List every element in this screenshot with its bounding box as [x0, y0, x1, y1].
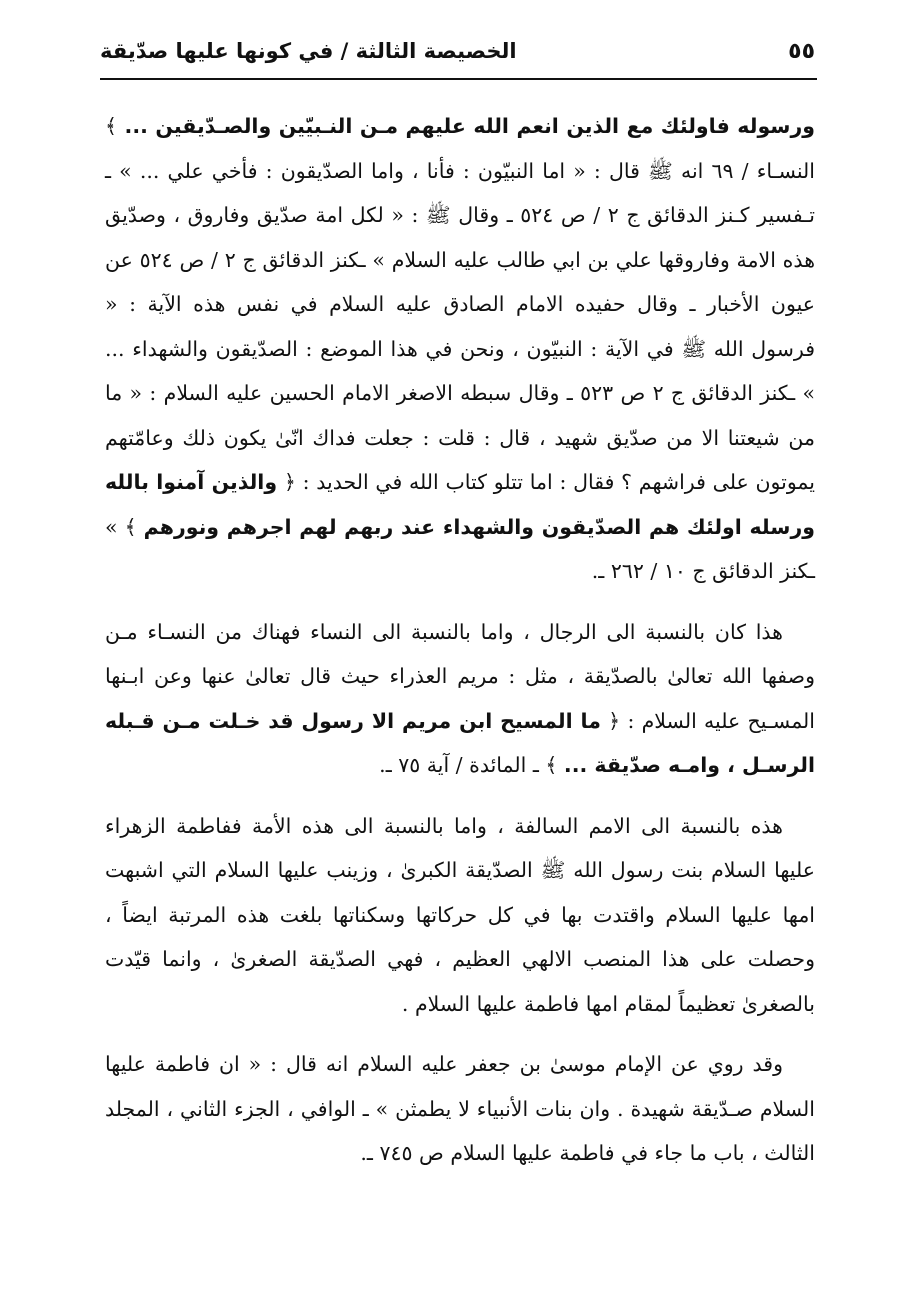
running-header [100, 34, 815, 68]
paragraph [105, 1042, 815, 1176]
quranic-quote: والذين آمنوا بالله ورسله اولئك هم الصدّيقون والشهداء عند ربهم لهم اجرهم ونورهم [105, 470, 815, 539]
text-run: هذه بالنسبة الى الامم السالفة ، واما بالنسبة الى هذه الأمة ففاطمة الزهراء عليها السلام بنت رسول الله ﷺ الصدّيقة الكبرىٰ ، وزينب عليها السلام التي اشبهت امها عليها السلام واقتدت بها في كل حركاتها وسكناتها بلغت هذه المرتبة ايضاً ، وحصلت على هذا المنصب الالهي العظيم ، فهي الصدّيقة الصغرىٰ ، وانما قيّدت بالصغرىٰ تعظيماً لمقام امها فاطمة عليها السلام . [105, 813, 815, 1016]
text-run: وقد روي عن الإمام موسىٰ بن جعفر عليه السلام انه قال : « ان فاطمة عليها السلام صـدّيقة شهيدة . وان بنات الأنبياء لا يطمثن » ـ الوافي ، الجزء الثاني ، المجلد الثالث ، باب ما جاء في فاطمة عليها السلام ص ٧٤٥ ـ. [105, 1052, 815, 1165]
text-run: ﴾ » ـكنز الدقائق ج ١٠ / ٢٦٢ ـ. [105, 514, 815, 583]
header-divider [100, 78, 817, 80]
body-text [105, 104, 815, 1192]
quranic-quote: ما المسيح ابن مريم الا رسول قد خـلت مـن قـبله الرسـل ، وامـه صدّيقة ... [105, 708, 815, 777]
text-run: ﴾ النسـاء / ٦٩ انه ﷺ قال : « اما النبيّون : فأنا ، واما الصدّيقون : فأخي علي ... » ـ تـفسير كـنز الدقائق ج ٢ / ص ٥٢٤ ـ وقال ﷺ : « لكل امة صدّيق وفاروق ، وصدّيق هذه الامة وفاروقها علي بن ابي طالب عليه السلام » ـكنز الدقائق ج ٢ / ص ٥٢٤ عن عيون الأخبار ـ وقال حفيده الامام الصادق عليه السلام في نفس هذه الآية : « فرسول الله ﷺ في الآية : النبيّون ، ونحن في هذا الموضع : الصدّيقون والشهداء ... » ـكنز الدقائق ج ٢ ص ٥٢٣ ـ وقال سبطه الاصغر الامام الحسين عليه السلام : « ما من شيعتنا الا من صدّيق شهيد ، قال : قلت : جعلت فداك انّىٰ يكون ذلك وعامّتهم يموتون على فراشهم ؟ فقال : اما تتلو كتاب الله في الحديد : ﴿ [105, 114, 816, 494]
quranic-quote: ورسوله فاولئك مع الذين انعم الله عليهم مـن النـبيّين والصـدّيقين ... [117, 114, 815, 138]
text-run: هذا كان بالنسبة الى الرجال ، واما بالنسبة الى النساء فهناك من النسـاء مـن وصفها الله تعالىٰ بالصدّيقة ، مثل : مريم العذراء حيث قال تعالىٰ عنها وعن ابـنها المسـيح عليه السلام : ﴿ [105, 619, 815, 733]
paragraph [105, 610, 815, 788]
page-number: ٥٥ [788, 38, 815, 64]
paragraph [105, 804, 815, 1027]
chapter-title: الخصيصة الثالثة / في كونها عليها صدّيقة [100, 39, 517, 63]
paragraph [105, 104, 815, 594]
text-run: ﴾ ـ المائدة / آية ٧٥ ـ. [379, 753, 564, 777]
